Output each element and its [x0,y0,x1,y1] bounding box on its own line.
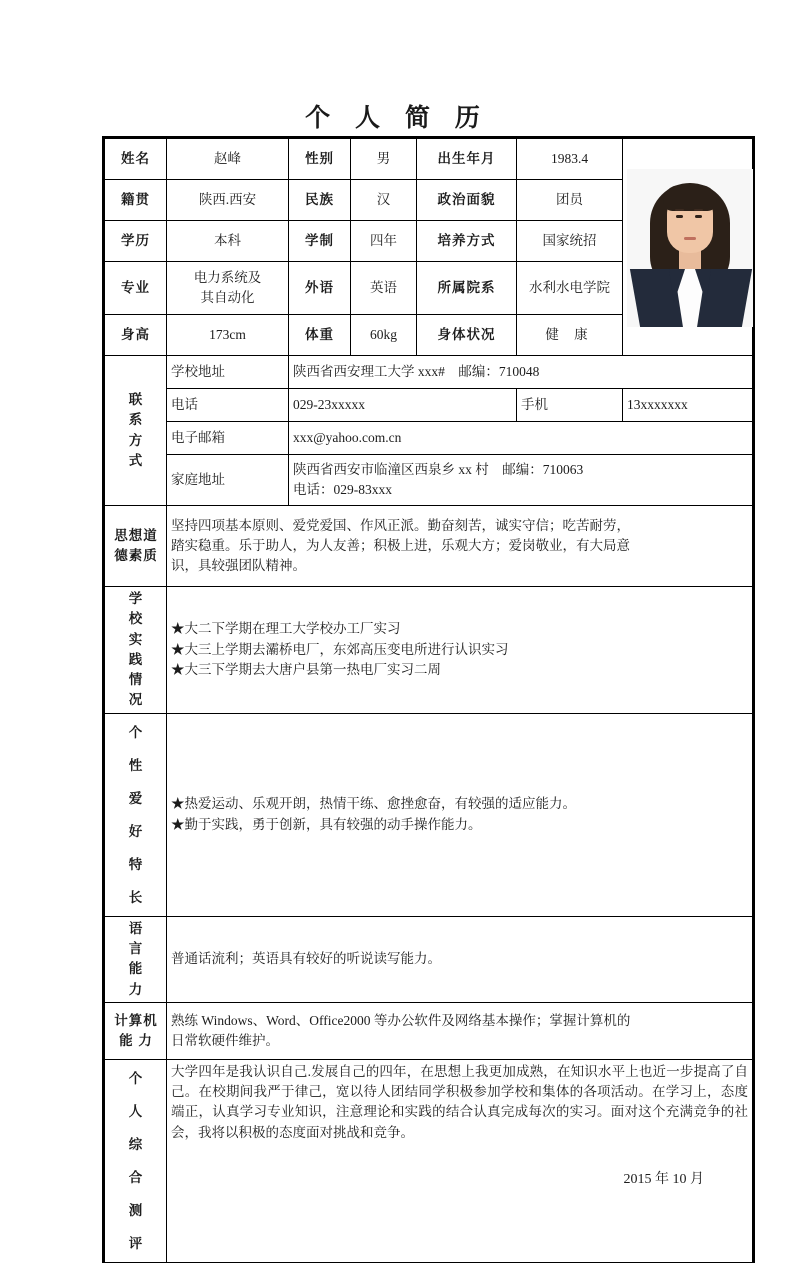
practice-item: ★大二下学期在理工大学校办工厂实习 [171,621,401,637]
label-computer-line2: 能 力 [119,1032,153,1048]
value-major-line2: 其自动化 [200,290,255,305]
label-practice-line2: 实 践 [128,631,149,667]
home-address-line1: 陕西省西安市临潼区西泉乡 xx 村 邮编：710063 [293,461,584,477]
label-ethnicity: 民族 [289,180,351,221]
label-gender: 性别 [289,139,351,180]
label-computer-line1: 计算机 [114,1012,158,1028]
value-morality [167,506,753,587]
label-birth: 出生年月 [417,139,517,180]
photo-cell [623,139,753,356]
value-name: 赵峰 [167,139,289,180]
label-native-place: 籍贯 [105,180,167,221]
resume-table [104,138,753,1263]
label-hobby-line3: 特 长 [128,856,149,905]
practice-item: ★大三下学期去大唐户县第一热电厂实习二周 [171,661,441,677]
label-hobby-line1: 个 性 [128,724,149,773]
label-morality-line1: 思想道 [114,527,158,543]
table-row [105,916,753,1002]
value-birth: 1983.4 [517,139,623,180]
label-school-address: 学校地址 [167,356,289,389]
morality-line1: 坚持四项基本原则、爱党爱国、作风正派。勤奋刻苦，诚实守信；吃苦耐劳， [171,517,630,533]
table-row [105,356,753,389]
label-morality [105,506,167,587]
value-major [167,262,289,315]
value-weight: 60kg [351,315,417,356]
label-hobby-line2: 爱 好 [128,790,149,839]
evaluation-text: 大学四年是我认识自己.发展自己的四年，在思想上我更加成熟，在知识水平上也近一步提高了自己。在校期间我严于律己，宽以待人团结同学积极参加学校和集体的各项活动。在学习上，态度端正，认真学习专业知识，注意理论和实践的结合认真完成每次的实习。面对这个充满竞争的社会，我将以积极的态度面对挑战和竞争。 [171,1063,748,1140]
morality-line2: 踏实稳重。乐于助人，为人友善；积极上进，乐观大方；爱岗敬业，有大局意 [171,537,630,553]
value-foreign-language: 英语 [351,262,417,315]
value-gender: 男 [351,139,417,180]
table-row [105,389,753,422]
label-name: 姓名 [105,139,167,180]
table-row [105,587,753,714]
morality-line3: 识，具较强团队精神。 [171,558,306,574]
label-language-line2: 能 力 [128,961,149,997]
value-school-system: 四年 [351,221,417,262]
value-education: 本科 [167,221,289,262]
label-language-line1: 语 言 [128,920,149,957]
value-height: 173cm [167,315,289,356]
value-political-status: 团员 [517,180,623,221]
value-major-line1: 电力系统及 [193,269,262,285]
value-mobile: 13xxxxxxx [623,389,753,422]
computer-line1: 熟练 Windows、Word、Office2000 等办公软件及网络基本操作；掌握计算机的 [171,1012,631,1028]
value-ethnicity: 汉 [351,180,417,221]
value-phone: 029-23xxxxx [289,389,517,422]
label-foreign-language: 外语 [289,262,351,315]
label-political-status: 政治面貌 [417,180,517,221]
language-text: 普通话流利；英语具有较好的听说读写能力。 [171,951,441,967]
label-contact-line1: 联 系 [128,392,149,428]
table-row [105,1059,753,1262]
value-school-address: 陕西省西安理工大学 xxx# 邮编：710048 [289,356,753,389]
label-height: 身高 [105,315,167,356]
label-education: 学历 [105,221,167,262]
value-email: xxx@yahoo.com.cn [289,422,753,455]
label-contact [105,356,167,506]
page-title: 个 人 简 历 [305,104,489,132]
value-computer [167,1002,753,1059]
label-practice-line1: 学 校 [128,591,149,627]
label-mobile: 手机 [517,389,623,422]
label-school-system: 学制 [289,221,351,262]
table-row [105,1002,753,1059]
table-row [105,506,753,587]
label-physical-condition: 身体状况 [417,315,517,356]
practice-item: ★大三上学期去灞桥电厂，东郊高压变电所进行认识实习 [171,641,509,657]
label-evaluation-line1: 个 人 [128,1070,149,1119]
avatar [627,169,753,327]
label-practice [105,587,167,714]
value-home-address [289,455,753,506]
value-hobby [167,713,753,916]
label-computer [105,1002,167,1059]
label-language [105,916,167,1002]
hobby-item: ★勤于实践，勇于创新，具有较强的动手操作能力。 [171,816,482,832]
table-row [105,455,753,506]
label-major: 专业 [105,262,167,315]
label-evaluation-line2: 综 合 [128,1137,149,1186]
label-home-address: 家庭地址 [167,455,289,506]
value-practice [167,587,753,714]
value-evaluation [167,1059,753,1262]
label-practice-line3: 情 况 [128,672,149,708]
label-hobby [105,713,167,916]
label-phone: 电话 [167,389,289,422]
label-training-mode: 培养方式 [417,221,517,262]
home-address-line2: 电话：029-83xxx [293,482,392,497]
label-morality-line2: 德素质 [114,548,158,563]
table-row [105,713,753,916]
value-native-place: 陕西.西安 [167,180,289,221]
hobby-item: ★热爱运动、乐观开朗，热情干练、愈挫愈奋，有较强的适应能力。 [171,796,576,812]
evaluation-date: 2015 年 10 月 [623,1171,704,1187]
label-evaluation [105,1059,167,1262]
label-contact-line2: 方 式 [128,432,149,468]
table-row [105,139,753,180]
label-evaluation-line3: 测 评 [128,1203,149,1252]
label-weight: 体重 [289,315,351,356]
value-language [167,916,753,1002]
computer-line2: 日常软硬件维护。 [171,1032,279,1048]
table-row [105,422,753,455]
value-physical-condition: 健 康 [517,315,623,356]
label-email: 电子邮箱 [167,422,289,455]
label-faculty: 所属院系 [417,262,517,315]
value-training-mode: 国家统招 [517,221,623,262]
value-faculty: 水利水电学院 [517,262,623,315]
